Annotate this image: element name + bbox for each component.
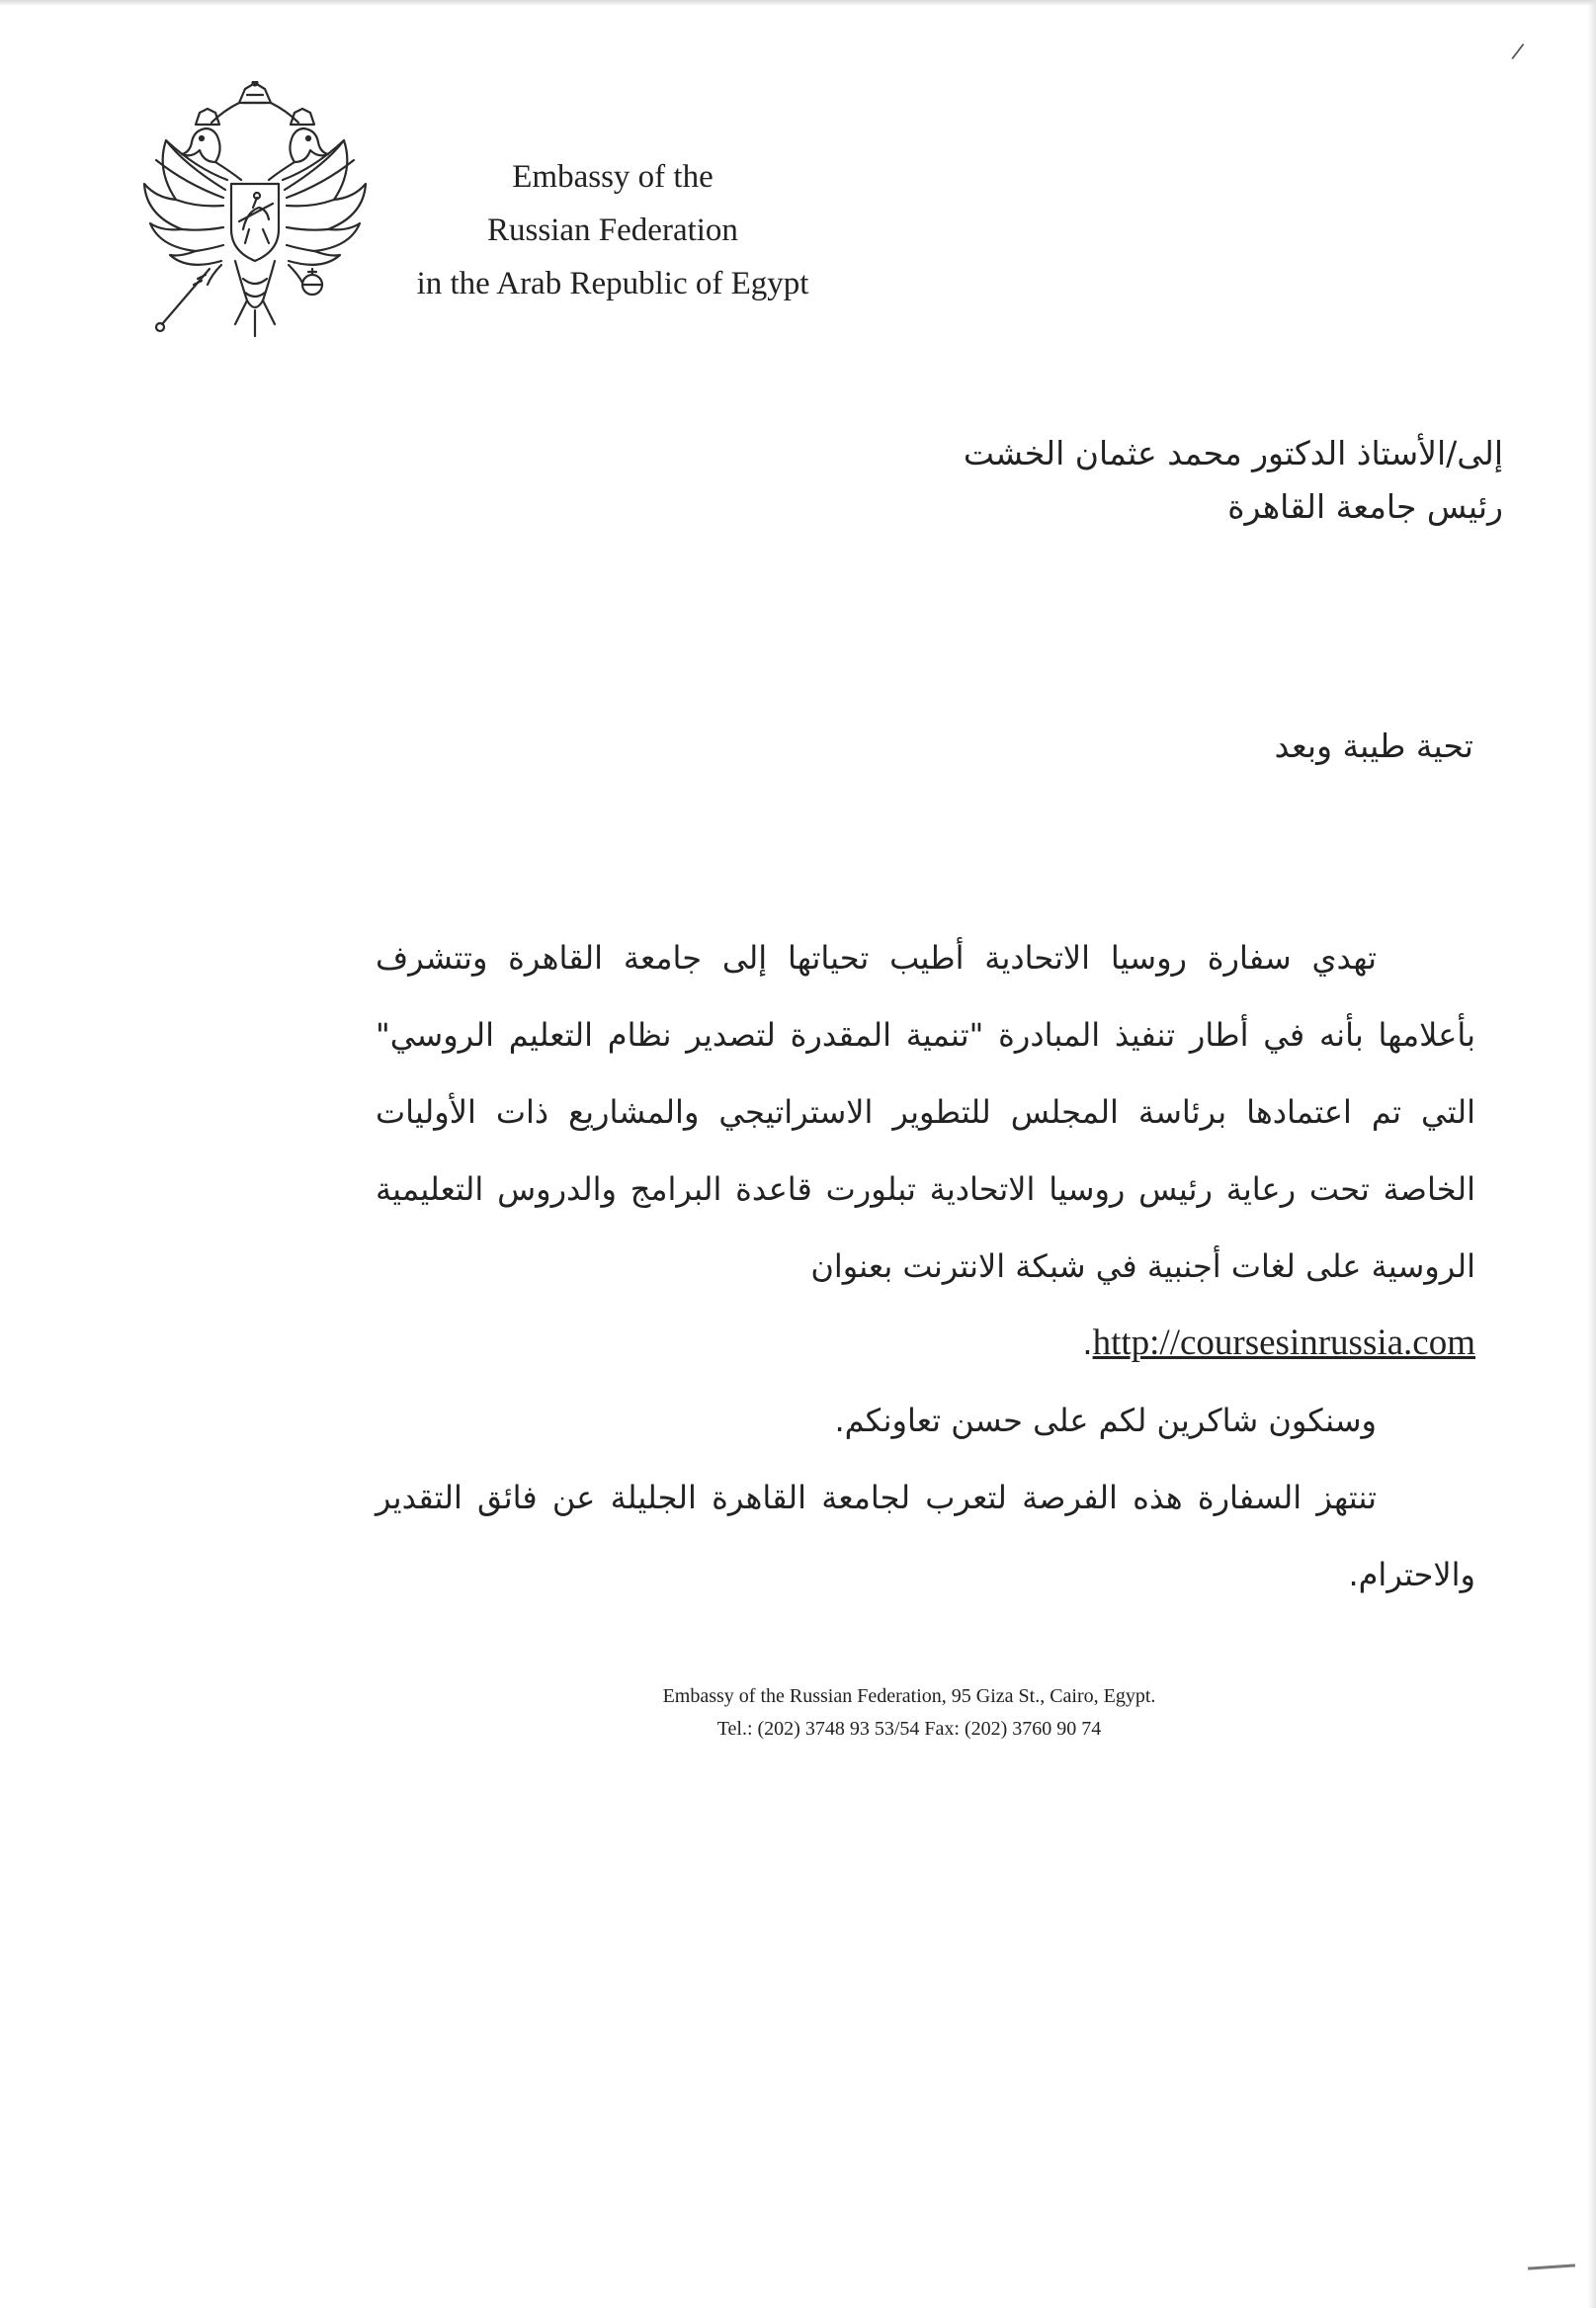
scan-edge-top <box>0 0 1596 6</box>
letter-body <box>376 919 1475 1613</box>
scan-corner-mark <box>1528 2264 1575 2269</box>
letterhead-line-3: in the Arab Republic of Egypt <box>416 266 809 301</box>
website-period: . <box>1082 1325 1093 1362</box>
body-paragraph-1: تهدي سفارة روسيا الاتحادية أطيب تحياتها إلى جامعة القاهرة وتتشرف بأعلامها بأنه في أطار تنفيذ المبادرة "تنمية المقدرة لتصدير نظام التعليم الروسي" التي تم اعتمادها برئاسة المجلس للتطوير الاستراتيجي والمشاريع ذات الأوليات الخاصة تحت رعاية رئيس روسيا الاتحادية تبلورت قاعدة البرامج والدروس التعليمية الروسية على لغات أجنبية في شبكة الانترنت بعنوان <box>376 939 1475 1285</box>
website-line <box>376 1305 1475 1382</box>
body-closing: تنتهز السفارة هذه الفرصة لتعرب لجامعة القاهرة الجليلة عن فائق التقدير والاحترام. <box>376 1479 1475 1593</box>
letterhead-line-1: Embassy of the <box>512 159 714 195</box>
scan-edge-right <box>1588 0 1596 2308</box>
scan-pen-mark: ∕ <box>1509 39 1526 65</box>
footer-contacts: Tel.: (202) 3748 93 53/54 Fax: (202) 3760 90 74 <box>716 1718 1102 1740</box>
letterhead-line-2: Russian Federation <box>487 213 738 248</box>
greeting: تحية طيبة وبعد <box>1274 727 1473 765</box>
recipient-name: إلى/الأستاذ الدكتور محمد عثمان الخشت <box>963 434 1503 472</box>
letterhead <box>366 150 860 310</box>
recipient-block <box>614 427 1503 534</box>
website-link[interactable]: http://coursesinrussia.com <box>1092 1323 1475 1363</box>
letter-footer <box>553 1680 1265 1746</box>
body-thanks: وسنكون شاكرين لكم على حسن تعاونكم. <box>834 1402 1377 1439</box>
double-headed-eagle-coat-of-arms-icon <box>136 81 374 340</box>
footer-address: Embassy of the Russian Federation, 95 Giza St., Cairo, Egypt. <box>662 1685 1156 1707</box>
recipient-title: رئيس جامعة القاهرة <box>1227 487 1503 526</box>
